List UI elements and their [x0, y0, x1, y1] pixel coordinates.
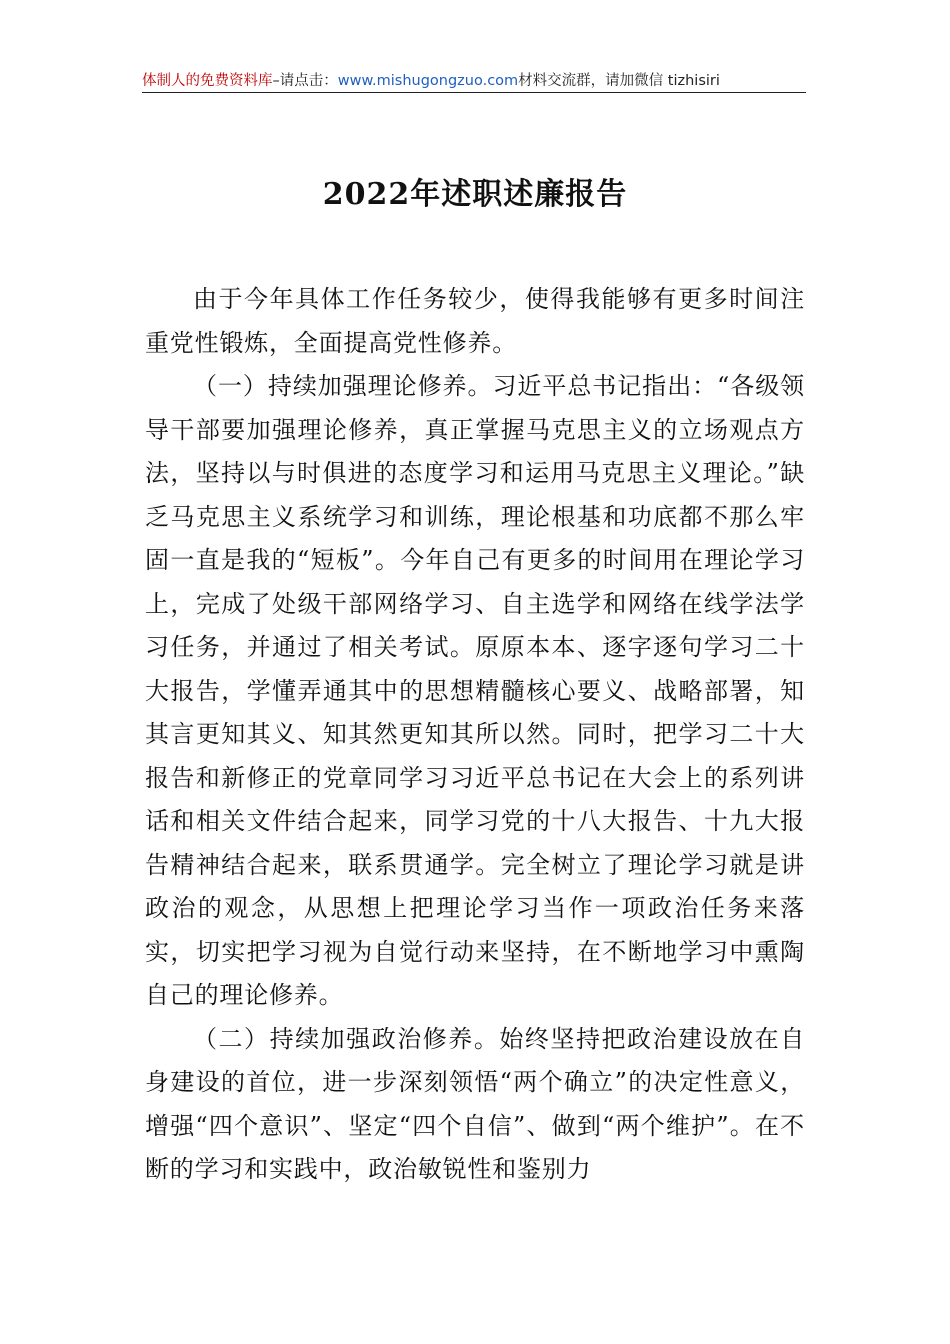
header-suffix: 材料交流群，请加微信 tizhisiri [518, 73, 720, 89]
page-header-banner [142, 70, 806, 93]
document-title: 2022年述职述廉报告 [322, 177, 628, 212]
header-url-link[interactable]: www.mishugongzuo.com [337, 73, 519, 89]
paragraph-political-cultivation: （二）持续加强政治修养。始终坚持把政治建设放在自身建设的首位，进一步深刻领悟“两个确立”的决定性意义，增强“四个意识”、坚定“四个自信”、做到“两个维护”。在不断的学习和实践中，政治敏锐性和鉴别力 [145, 1024, 805, 1183]
paragraph-intro: 由于今年具体工作任务较少，使得我能够有更多时间注重党性锻炼，全面提高党性修养。 [145, 285, 805, 357]
header-brand: 体制人的免费资料库 [142, 73, 273, 89]
paragraph-theory-cultivation: （一）持续加强理论修养。习近平总书记指出：“各级领导干部要加强理论修养，真正掌握马克思主义的立场观点方法，坚持以与时俱进的态度学习和运用马克思主义理论。”缺乏马克思主义系统学习和训练，理论根基和功底都不那么牢固一直是我的“短板”。今年自己有更多的时间用在理论学习上，完成了处级干部网络学习、自主选学和网络在线学法学习任务，并通过了相关考试。原原本本、逐字逐句学习二十大报告，学懂弄通其中的思想精髓核心要义、战略部署，知其言更知其义、知其然更知其所以然。同时，把学习二十大报告和新修正的党章同学习习近平总书记在大会上的系列讲话和相关文件结合起来，同学习党的十八大报告、十九大报告精神结合起来，联系贯通学。完全树立了理论学习就是讲政治的观念，从思想上把理论学习当作一项政治任务来落实，切实把学习视为自觉行动来坚持，在不断地学习中熏陶自己的理论修养。 [145, 372, 805, 1009]
document-body [145, 278, 805, 1192]
header-prompt: –请点击： [272, 73, 338, 89]
